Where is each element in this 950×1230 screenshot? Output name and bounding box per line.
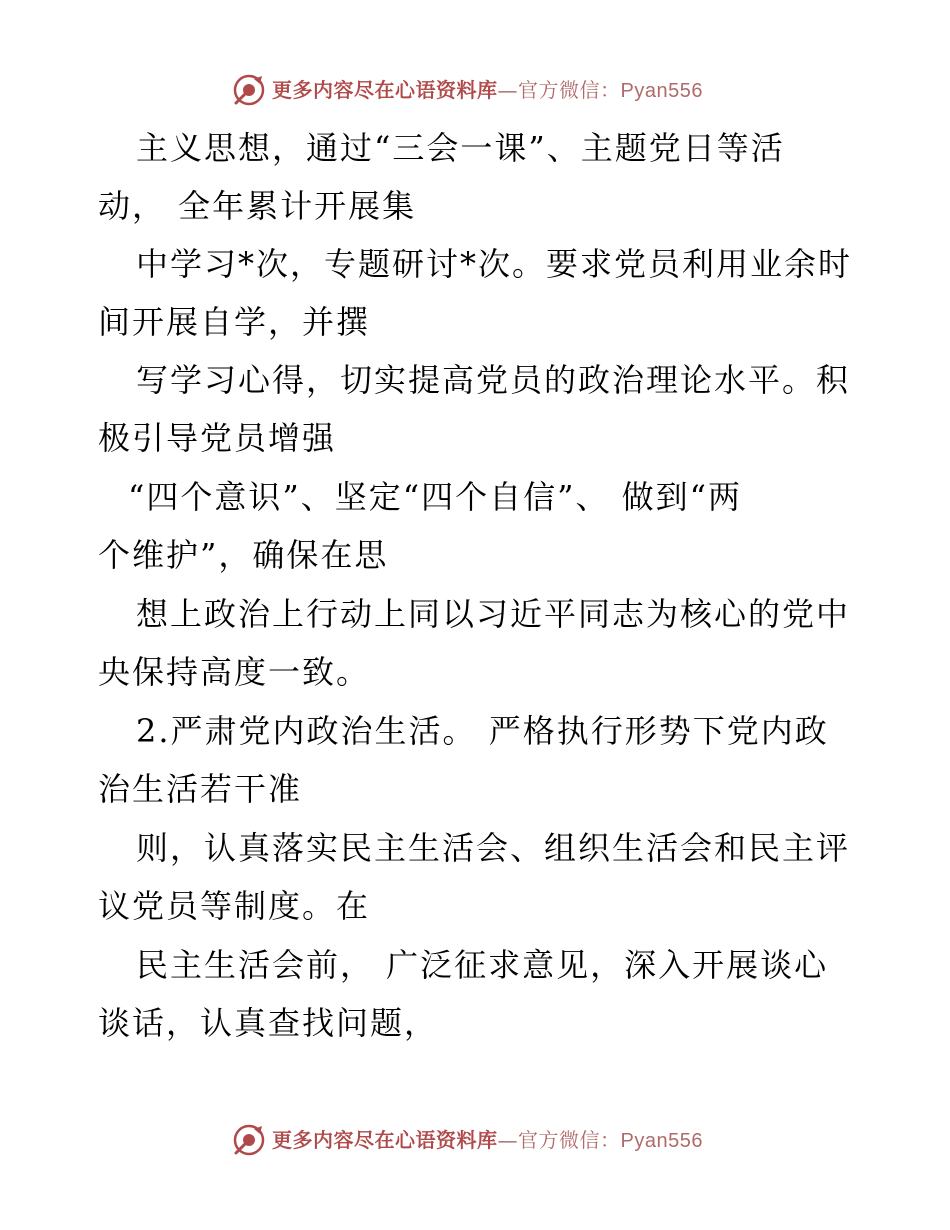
banner-wechat-label: 官方微信： [518, 78, 621, 102]
footer-banner [0, 1120, 950, 1160]
paragraph-line: 议党员等制度。在 [98, 887, 371, 925]
paragraph-line: 极引导党员增强 [98, 419, 337, 457]
header-banner [0, 70, 950, 110]
pen-logo-icon [232, 1123, 266, 1157]
banner-wechat-id: Pyan556 [620, 1130, 703, 1152]
paragraph-line: “四个意识”、坚定“四个自信”、 做到“两 [128, 478, 742, 516]
banner-text [272, 1126, 703, 1155]
paragraph-line: 则，认真落实民主生活会、组织生活会和民主评 [136, 829, 851, 867]
paragraph-line: 2.严肃党内政治生活。 严格执行形势下党内政 [136, 712, 829, 750]
banner-separator: — [497, 78, 518, 102]
paragraph-line: 个维护”，确保在思 [98, 536, 389, 574]
paragraph-line: 间开展自学，并撰 [98, 303, 371, 341]
banner-wechat-label: 官方微信： [518, 1128, 621, 1152]
banner-brand: 更多内容尽在心语资料库 [272, 1128, 498, 1152]
banner-wechat-id: Pyan556 [620, 80, 703, 102]
paragraph-line: 主义思想，通过“三会一课”、主题党日等活 [136, 129, 785, 167]
paragraph-line: 想上政治上行动上同以习近平同志为核心的党中 [136, 595, 851, 633]
paragraph-line: 中学习*次，专题研讨*次。要求党员利用业余时 [136, 245, 853, 283]
paragraph-line: 民主生活会前， 广泛征求意见，深入开展谈心 [136, 946, 829, 984]
paragraph-line: 谈话，认真查找问题， [98, 1004, 439, 1042]
banner-text [272, 76, 703, 105]
paragraph-line: 央保持高度一致。 [98, 653, 371, 691]
paragraph-line: 写学习心得，切实提高党员的政治理论水平。积 [136, 361, 851, 399]
paragraph-line: 治生活若干准 [98, 770, 303, 808]
banner-separator: — [497, 1128, 518, 1152]
paragraph-line: 动， 全年累计开展集 [98, 187, 417, 225]
pen-logo-icon [232, 73, 266, 107]
banner-brand: 更多内容尽在心语资料库 [272, 78, 498, 102]
